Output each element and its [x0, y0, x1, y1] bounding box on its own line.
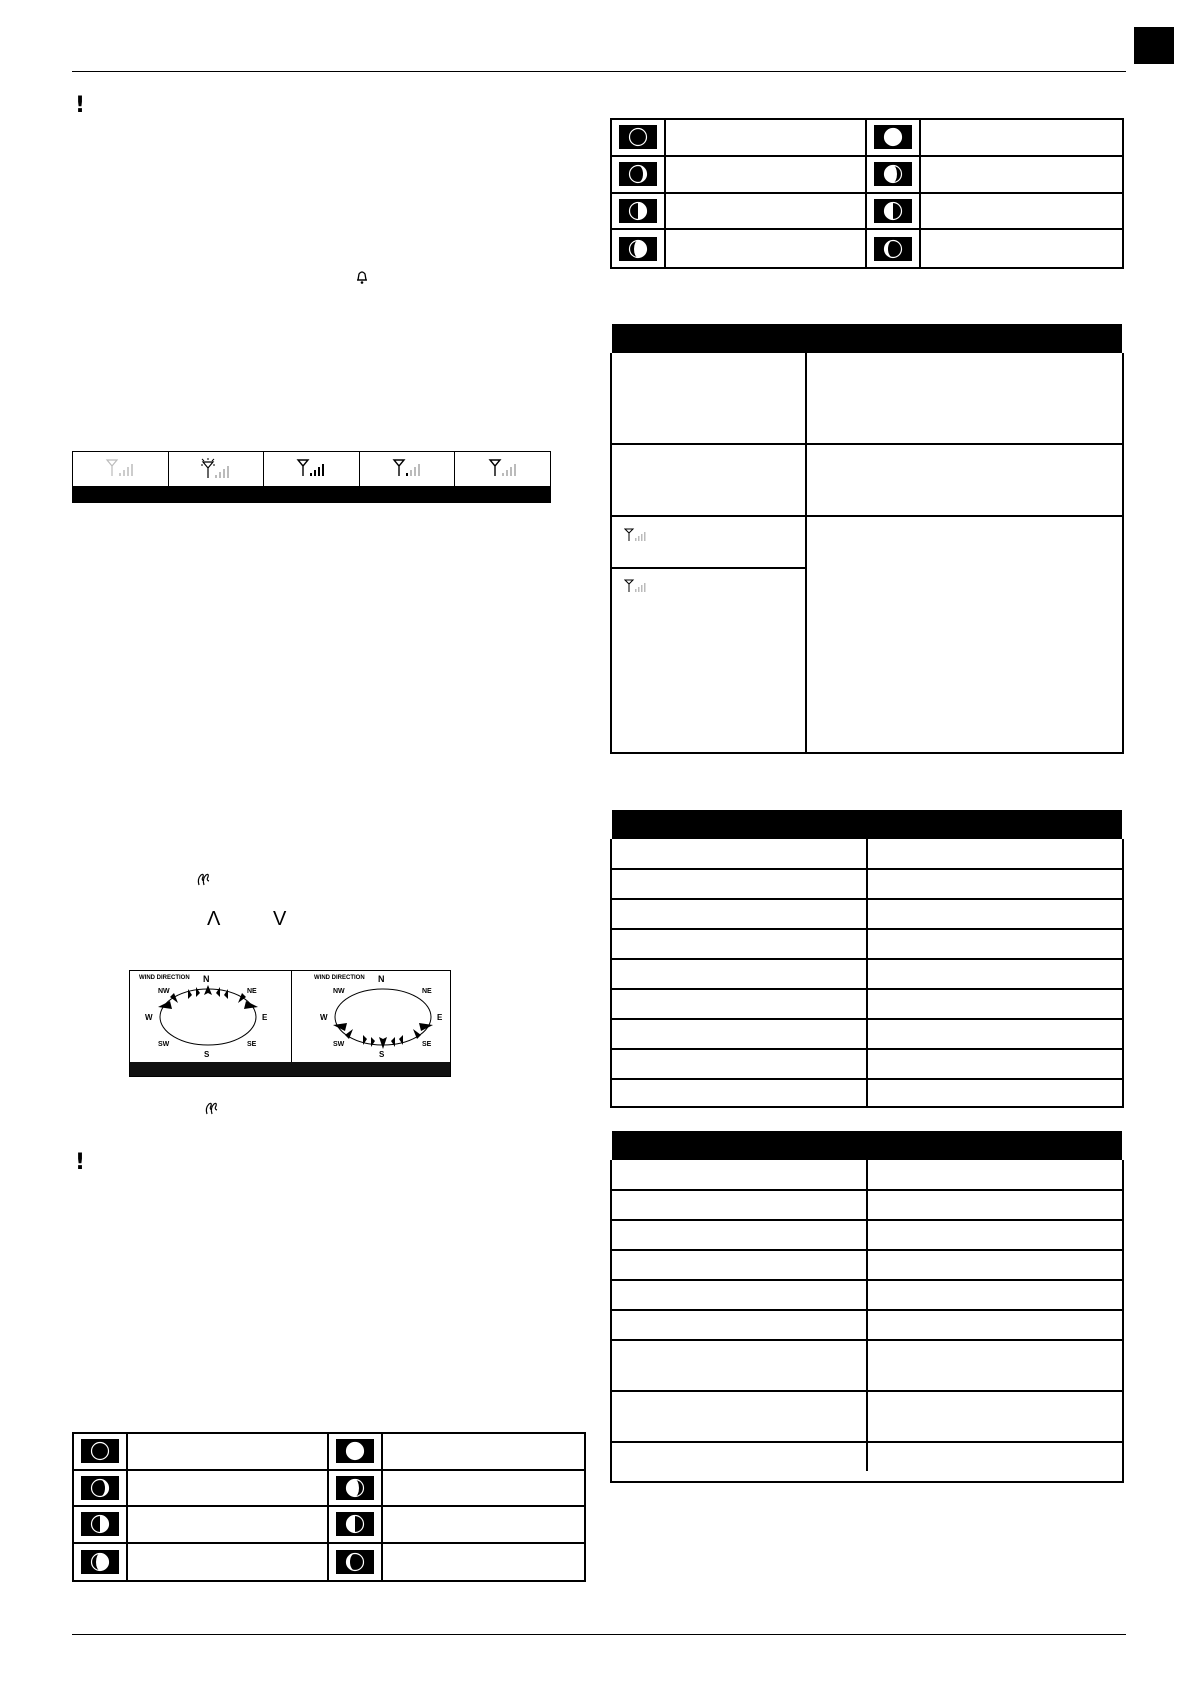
header-rule — [72, 71, 1126, 72]
table-header-bar — [612, 810, 1122, 839]
table-cell — [866, 1080, 1122, 1108]
new-moon-icon — [619, 125, 657, 149]
signal-cell-none — [73, 452, 169, 502]
antenna-weak-icon — [488, 458, 518, 478]
table-row — [612, 1279, 1122, 1309]
table-cell — [866, 1392, 1122, 1441]
table-row — [612, 1249, 1122, 1279]
first-quarter-icon — [619, 199, 657, 223]
table-cell — [866, 1221, 1122, 1249]
antenna-searching-icon — [201, 458, 231, 480]
table-cell — [612, 1221, 866, 1249]
wind-display-left: WIND DIRECTION N NW NE W E SW SE S — [130, 971, 290, 1076]
warning-mark: ! — [75, 1150, 86, 1175]
compass-rose — [292, 971, 452, 1063]
moon-phase-label-cell — [128, 1507, 329, 1544]
signal-cell-searching — [169, 452, 265, 502]
moon-phase-icon-cell — [867, 230, 921, 267]
moon-phase-label-cell — [921, 194, 1122, 231]
table-row — [612, 868, 1122, 898]
chevron-down-icon: V — [273, 908, 287, 930]
signal-cell-strong — [264, 452, 360, 502]
warning-mark: ! — [75, 93, 86, 118]
table-row — [612, 988, 1122, 1018]
table-row — [612, 1078, 1122, 1108]
table-row — [612, 1048, 1122, 1078]
table-cell — [866, 930, 1122, 958]
waxing-crescent-icon — [81, 1476, 119, 1500]
table-cell — [612, 1392, 866, 1441]
table-cell — [866, 990, 1122, 1018]
table-cell — [612, 960, 866, 988]
table-cell — [866, 1160, 1122, 1189]
table-cell — [866, 1443, 1122, 1471]
moon-phase-label-cell — [128, 1434, 329, 1471]
wind-display-right: WIND DIRECTION N NW NE W E SW SE S — [291, 971, 452, 1076]
last-quarter-icon — [874, 199, 912, 223]
full-moon-icon — [336, 1439, 374, 1463]
spec-table-2 — [610, 1160, 1124, 1483]
full-moon-icon — [874, 125, 912, 149]
moon-phase-icon-cell — [74, 1434, 128, 1471]
moon-phase-icon-cell — [612, 230, 666, 267]
table-row — [612, 1390, 1122, 1441]
table-row — [612, 1339, 1122, 1390]
bell-icon — [355, 269, 369, 285]
moon-phase-label-cell — [666, 230, 867, 267]
table-cell — [612, 1251, 866, 1279]
table-cell — [612, 1160, 866, 1189]
antenna-icon — [624, 528, 646, 542]
chevron-up-icon: Λ — [207, 908, 221, 930]
moon-phase-label-cell — [666, 157, 867, 194]
waning-crescent-icon — [336, 1550, 374, 1574]
first-quarter-icon — [81, 1512, 119, 1536]
moon-phase-icon-cell — [612, 120, 666, 157]
table-cell — [866, 1251, 1122, 1279]
antenna-medium-icon — [392, 458, 422, 478]
table-row — [612, 1441, 1122, 1471]
moon-phase-icon-cell — [612, 194, 666, 231]
table-header-bar — [612, 1131, 1122, 1160]
troubleshooting-table — [610, 353, 1124, 754]
table-cell — [612, 1341, 866, 1390]
table-cell — [866, 839, 1122, 868]
table-cell — [612, 870, 866, 898]
table-cell — [866, 1191, 1122, 1219]
waxing-crescent-icon — [619, 162, 657, 186]
waxing-gibbous-icon — [619, 237, 657, 261]
moon-phase-label-cell — [666, 120, 867, 157]
waxing-gibbous-icon — [81, 1550, 119, 1574]
waning-crescent-icon — [874, 237, 912, 261]
compass-rose — [130, 971, 290, 1063]
table-cell — [866, 870, 1122, 898]
moon-phase-icon-cell — [74, 1544, 128, 1581]
wind-title: WIND DIRECTION — [139, 975, 190, 981]
table-cell — [612, 1050, 866, 1078]
table-cell — [612, 1191, 866, 1219]
moon-phase-label-cell — [383, 1434, 584, 1471]
table-row — [612, 1160, 1122, 1189]
moon-phase-label-cell — [921, 230, 1122, 267]
moon-phase-icon-cell — [329, 1507, 383, 1544]
table-row — [612, 1309, 1122, 1339]
waning-gibbous-icon — [336, 1476, 374, 1500]
table-row — [612, 839, 1122, 868]
table-cell — [866, 1281, 1122, 1309]
table-cell — [612, 1281, 866, 1309]
table-cell — [612, 1443, 866, 1471]
table-cell — [866, 1311, 1122, 1339]
antenna-icon — [105, 458, 135, 478]
table-cell — [866, 900, 1122, 928]
moon-phase-icon-cell — [329, 1434, 383, 1471]
moon-phase-label-cell — [921, 157, 1122, 194]
table-cell — [612, 839, 866, 868]
signal-cell-medium — [360, 452, 456, 502]
moon-phase-icon-cell — [74, 1471, 128, 1508]
wind-direction-figure — [129, 970, 451, 1077]
moon-phase-icon-cell — [867, 194, 921, 231]
moon-phase-table-right — [610, 118, 1124, 269]
table-cell — [612, 900, 866, 928]
moon-phase-label-cell — [128, 1544, 329, 1581]
footer-rule — [72, 1634, 1126, 1635]
table-cell — [612, 1311, 866, 1339]
table-cell — [866, 1050, 1122, 1078]
moon-phase-icon-cell — [612, 157, 666, 194]
signal-cell-weak — [455, 452, 550, 502]
moon-phase-label-cell — [383, 1544, 584, 1581]
moon-phase-table-left — [72, 1432, 586, 1582]
language-tab — [1134, 27, 1174, 64]
table-cell — [866, 960, 1122, 988]
table-cell — [866, 1020, 1122, 1048]
moon-phase-icon-cell — [867, 157, 921, 194]
table-row — [612, 1189, 1122, 1219]
signal-strength-strip — [72, 451, 551, 503]
wind-icon — [196, 871, 212, 887]
table-row — [612, 958, 1122, 988]
moon-phase-label-cell — [128, 1471, 329, 1508]
wind-title: WIND DIRECTION — [314, 975, 365, 981]
table-cell — [612, 930, 866, 958]
antenna-strong-icon — [296, 458, 326, 478]
wind-icon — [204, 1100, 220, 1116]
new-moon-icon — [81, 1439, 119, 1463]
table-cell — [612, 1020, 866, 1048]
moon-phase-label-cell — [383, 1471, 584, 1508]
moon-phase-icon-cell — [329, 1544, 383, 1581]
table-cell — [612, 990, 866, 1018]
table-row — [612, 898, 1122, 928]
spec-table-1 — [610, 839, 1124, 1108]
table-row — [612, 1219, 1122, 1249]
table-row — [612, 928, 1122, 958]
antenna-icon — [624, 579, 646, 593]
table-cell — [612, 1080, 866, 1108]
moon-phase-label-cell — [666, 194, 867, 231]
table-header-bar — [612, 324, 1122, 353]
moon-phase-label-cell — [383, 1507, 584, 1544]
moon-phase-icon-cell — [74, 1507, 128, 1544]
moon-phase-icon-cell — [867, 120, 921, 157]
table-row — [612, 1018, 1122, 1048]
moon-phase-icon-cell — [329, 1471, 383, 1508]
moon-phase-label-cell — [921, 120, 1122, 157]
last-quarter-icon — [336, 1512, 374, 1536]
waning-gibbous-icon — [874, 162, 912, 186]
table-cell — [866, 1341, 1122, 1390]
